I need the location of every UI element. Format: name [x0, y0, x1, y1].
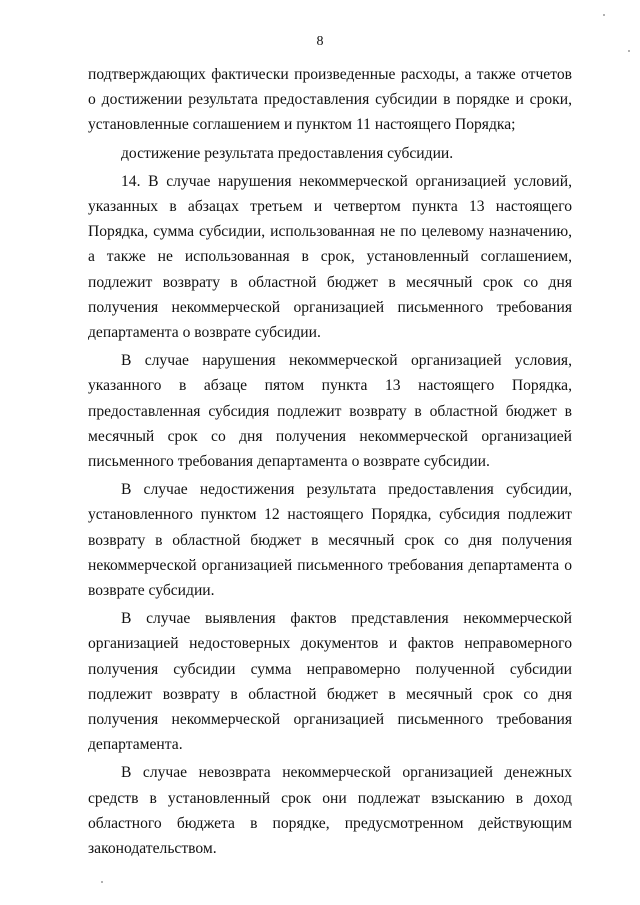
paragraph-false-documents: В случае выявления фактов представления некоммерческой организацией недостоверных документов и фактов неправомерного получения субсидии сумма неправомерно полученной субсидии подлежит возврату в областной бюджет в месячный срок со дня получения некоммерческой организацией письменного требования департамента. [88, 610, 572, 754]
paragraph-continuation: подтверждающих фактически произведенные расходы, а также отчетов о достижении результата предоставления субсидии в порядке и сроки, установленные соглашением и пунктом 11 настоящего Порядка; [88, 66, 572, 134]
document-body [88, 62, 572, 861]
paragraph-clause-14: 14. В случае нарушения некоммерческой организацией условий, указанных в абзацах третьем и четвертом пункта 13 настоящего Порядка, сумма субсидии, использованная не по целевому назначению, а также не использованная в срок, установленный соглашением, подлежит возврату в областной бюджет в месячный срок со дня получения некоммерческой организацией письменного требования департамента о возврате субсидии. [88, 172, 572, 342]
paragraph-non-achievement: В случае недостижения результата предоставления субсидии, установленного пунктом 12 настоящего Порядка, субсидия подлежит возврату в областной бюджет в месячный срок со дня получения некоммерческой организацией письменного требования департамента о возврате субсидии. [88, 481, 572, 600]
paragraph-non-return: В случае невозврата некоммерческой организацией денежных средств в установленный срок они подлежат взысканию в доход областного бюджета в порядке, предусмотренном действующим законодательством. [88, 764, 572, 858]
scan-speck [628, 50, 630, 52]
paragraph-result-achievement: достижение результата предоставления субсидии. [121, 144, 454, 162]
page-number: 8 [316, 34, 324, 49]
scan-speck [603, 14, 605, 16]
paragraph-violation-condition: В случае нарушения некоммерческой организацией условия, указанного в абзаце пятом пункта 13 настоящего Порядка, предоставленная субсидия подлежит возврату в областной бюджет в месячный срок со дня получения некоммерческой организацией письменного требования департамента о возврате субсидии. [88, 352, 572, 471]
scan-speck [101, 881, 103, 883]
